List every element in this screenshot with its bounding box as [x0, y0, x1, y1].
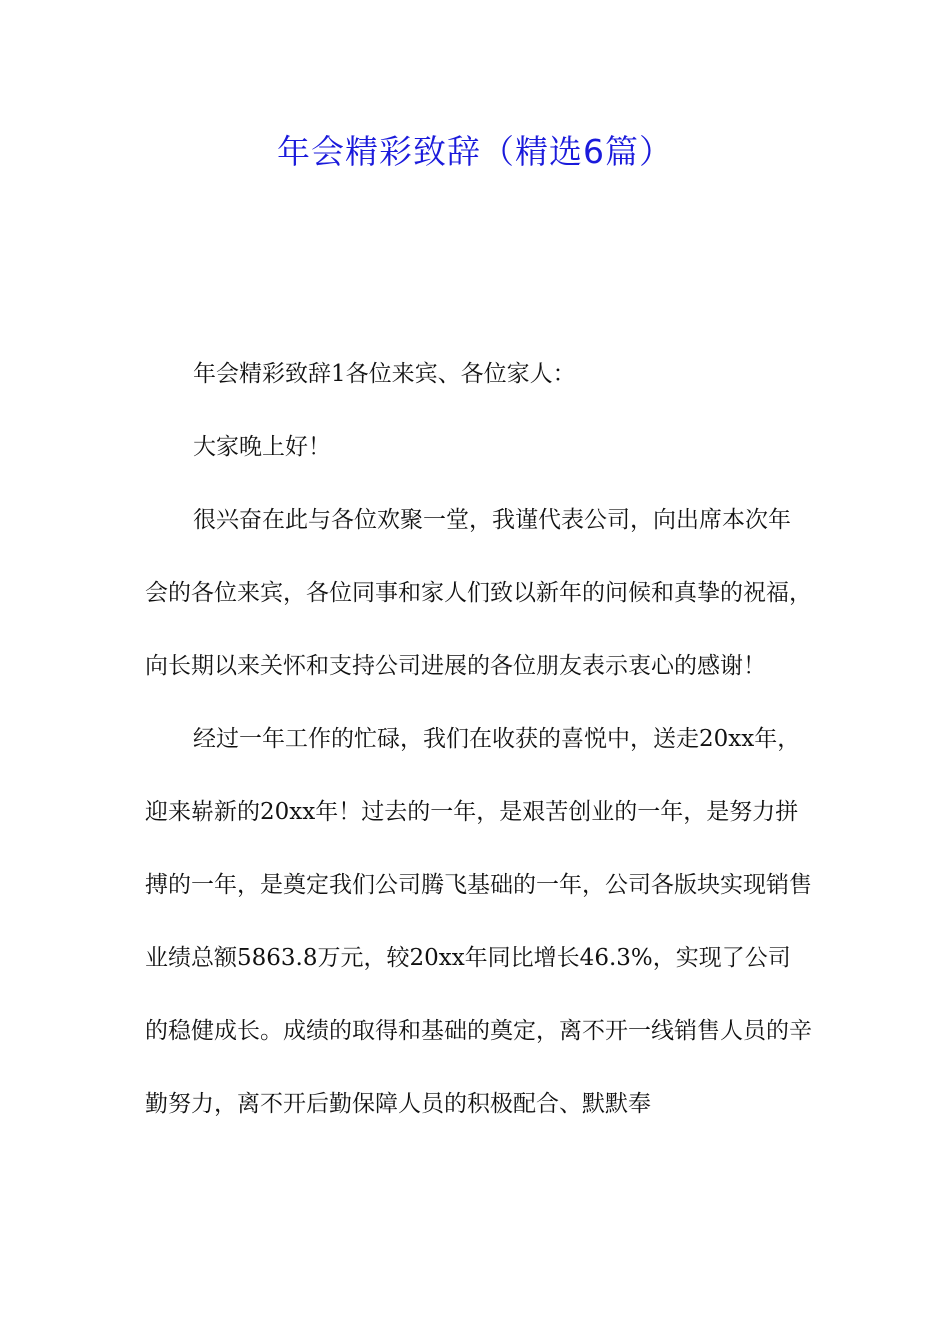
paragraph-welcome: 很兴奋在此与各位欢聚一堂，我谨代表公司，向出席本次年会的各位来宾，各位同事和家人们致以新年的问候和真挚的祝福，向长期以来关怀和支持公司进展的各位朋友表示衷心的感谢！	[145, 507, 812, 679]
document-body	[145, 338, 813, 1141]
paragraph-greeting: 年会精彩致辞1各位来宾、各位家人：	[193, 361, 576, 387]
document-title: 年会精彩致辞（精选6篇）	[277, 132, 673, 171]
paragraph-review: 经过一年工作的忙碌，我们在收获的喜悦中，送走20xx年，迎来崭新的20xx年！过去的一年，是艰苦创业的一年，是努力拼搏的一年，是奠定我们公司腾飞基础的一年，公司各版块实现销售业绩总额5863.8万元，较20xx年同比增长46.3%，实现了公司的稳健成长。成绩的取得和基础的奠定，离不开一线销售人员的辛勤努力，离不开后勤保障人员的积极配合、默默奉	[145, 726, 812, 1117]
paragraph-good-evening: 大家晚上好！	[193, 434, 331, 460]
